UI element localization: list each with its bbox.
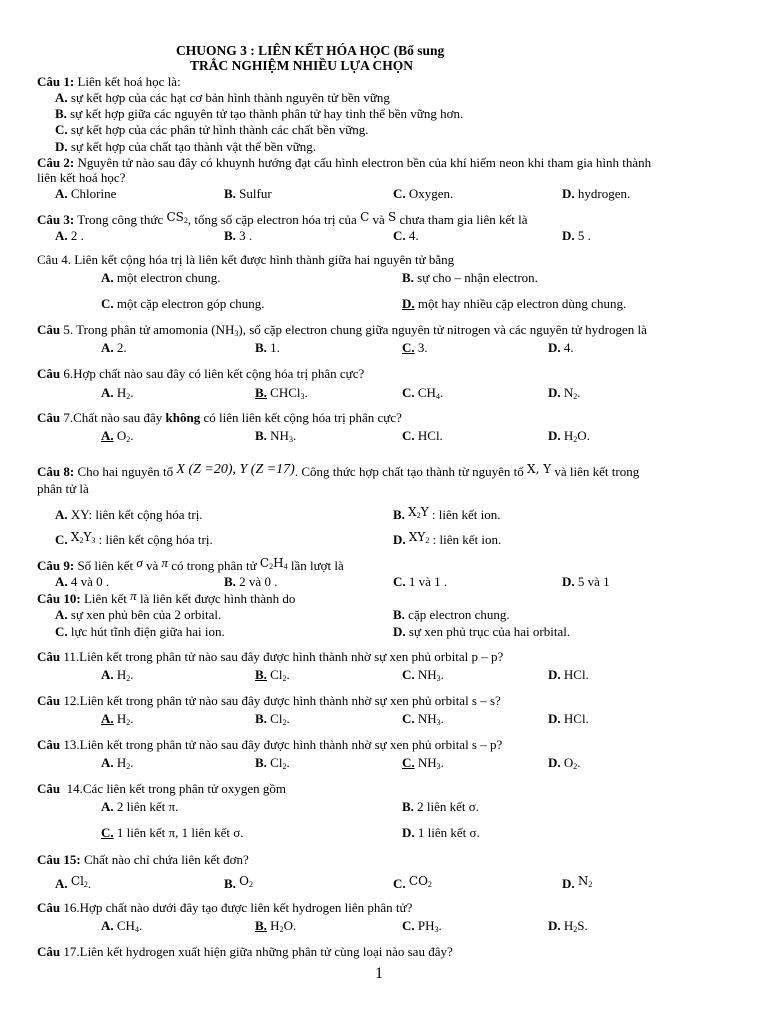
q14-option-d[interactable]: D. 1 liên kết σ. [402,825,480,840]
question-4: Câu 4. Liên kết cộng hóa trị là liên kết được hình thành giữa hai nguyên tử bằng [37,252,455,267]
q14-option-b[interactable]: B. 2 liên kết σ. [402,799,480,814]
q16-option-c[interactable]: C. $PH_3$. [402,918,442,934]
q7-option-b[interactable]: B. $NH_3$. [255,428,297,444]
q13-option-c[interactable]: C. $NH_3$. [402,755,444,771]
q8-option-a[interactable]: A. XY: liên kết cộng hóa trị. [55,507,203,522]
q11-option-b[interactable]: B. $Cl_2$. [255,667,290,683]
q7-option-a[interactable]: A. $O_2$. [101,428,134,444]
q5-option-a[interactable]: A. 2. [101,340,127,355]
q6-option-d[interactable]: D. $N_2$. [548,385,581,401]
q14-option-c[interactable]: C. 1 liên kết π, 1 liên kết σ. [101,825,244,840]
q12-option-c[interactable]: C. $NH_3$. [402,711,444,727]
q9-option-d[interactable]: D. 5 và 1 [562,574,610,589]
q9-option-b[interactable]: B. 2 và 0 . [224,574,278,589]
q11-option-a[interactable]: A. $H_2$. [101,667,134,683]
q13-option-b[interactable]: B. $Cl_2$. [255,755,290,771]
q11-option-c[interactable]: C. $NH_3$. [402,667,444,683]
q1-option-a[interactable]: A. sự kết hợp của các hạt cơ bản hình thành nguyên tử bền vững [55,90,390,105]
sigma-symbol: σ [136,555,143,570]
q15-option-a[interactable]: A. $Cl_2$. [55,874,92,891]
q5-option-d[interactable]: D. 4. [548,340,574,355]
q7-option-d[interactable]: D. $H_2O$. [548,428,590,444]
q11-option-d[interactable]: D. HCl. [548,667,589,682]
q13-option-d[interactable]: D. $O_2$. [548,755,581,771]
question-11: Câu 11.Liên kết trong phân tử nào sau đây được hình thành nhờ sự xen phủ orbital p – p? [37,649,504,664]
q2-option-d[interactable]: D. hydrogen. [562,186,631,201]
q16-option-a[interactable]: A. $CH_4$. [101,918,143,934]
q16-option-b[interactable]: B. $H_2O$. [255,918,297,934]
q5-option-c[interactable]: C. 3. [402,340,428,355]
q12-option-d[interactable]: D. HCl. [548,711,589,726]
question-8: Câu 8: Cho hai nguyên tố X (Z =20), Y (Z =17). Công thức hợp chất tạo thành từ nguyên tố X, Y và liên kết trong [37,462,640,479]
q3-option-b[interactable]: B. 3 . [224,228,253,243]
q12-option-a[interactable]: A. $H_2$. [101,711,134,727]
q8-option-b[interactable]: B. $X_2Y$ : liên kết ion. [393,505,501,522]
q9-option-c[interactable]: C. 1 và 1 . [393,574,448,589]
question-17: Câu 17.Liên kết hydrogen xuất hiện giữa những phân tử cùng loại nào sau đây? [37,944,453,959]
q10-option-a[interactable]: A. sự xen phủ bên của 2 orbital. [55,607,222,622]
pi-symbol: π [161,555,169,570]
q2-option-c[interactable]: C. Oxygen. [393,186,454,201]
q1-option-c[interactable]: C. sự kết hợp của các phân tử hình thành các chất bền vững. [55,122,369,137]
q4-option-d[interactable]: D. một hay nhiều cặp electron dùng chung. [402,296,627,311]
q1-option-b[interactable]: B. sự kết hợp giữa các nguyên tử tạo thành phân tử hay tinh thể bền vững hơn. [55,106,464,121]
q4-option-a[interactable]: A. một electron chung. [101,270,221,285]
question-1: Câu 1: Liên kết hoá học là: [37,74,181,89]
question-9: Câu 9: Số liên kết σ và π có trong phân tử $C_2H_4$ lần lượt là [37,555,344,573]
q2-option-b[interactable]: B. Sulfur [224,186,272,201]
question-12: Câu 12.Liên kết trong phân tử nào sau đây được hình thành nhờ sự xen phủ orbital s – s? [37,693,501,708]
q10-option-d[interactable]: D. sự xen phủ trục của hai orbital. [393,624,571,639]
q7-option-c[interactable]: C. HCl. [402,428,443,443]
question-10: Câu 10: Liên kết π là liên kết được hình thành do [37,588,296,606]
q14-option-a[interactable]: A. 2 liên kết π. [101,799,179,814]
q9-option-a[interactable]: A. 4 và 0 . [55,574,110,589]
q6-option-c[interactable]: C. $CH_4$. [402,385,444,401]
question-7: Câu 7.Chất nào sau đây không có liên liên kết cộng hóa trị phân cực? [37,410,402,425]
q16-option-d[interactable]: D. $H_2S$. [548,918,588,934]
question-16: Câu 16.Hợp chất nào dưới đây tạo được liên kết hydrogen liên phân tử? [37,900,413,915]
q6-option-b[interactable]: B. CHCl$_3$. [255,385,308,401]
page-title-line-1: CHUONG 3 : LIÊN KẾT HÓA HỌC (Bổ sung [176,43,445,58]
q15-option-c[interactable]: C. $CO_2$ [393,874,432,891]
question-5: Câu 5. Trong phân tử amomonia $(NH_3)$, số cặp electron chung giữa nguyên tử nitrogen và các nguyên tử hydrogen là [37,322,647,338]
q1-option-d[interactable]: D. sự kết hợp của chất tạo thành vật thể bền vững. [55,139,317,154]
q15-option-d[interactable]: D. $N_2$ [562,874,593,891]
q3-option-d[interactable]: D. 5 . [562,228,591,243]
question-2-cont: liên kết hoá học? [37,170,126,185]
q6-option-a[interactable]: A. $H_2$. [101,385,134,401]
question-3: Câu 3: Trong công thức $CS_2$, tổng số cặp electron hóa trị của C và S chưa tham gia liên kết là [37,210,528,227]
q3-option-a[interactable]: A. 2 . [55,228,84,243]
q8-option-c[interactable]: C. $X_2Y_3$ : liên kết cộng hóa trị. [55,530,213,547]
q4-option-b[interactable]: B. sự cho – nhận electron. [402,270,538,285]
q4-option-c[interactable]: C. một cặp electron góp chung. [101,296,265,311]
pi-symbol: π [130,588,137,603]
q5-option-b[interactable]: B. 1. [255,340,280,355]
q8-option-d[interactable]: D. $XY_2$ : liên kết ion. [393,530,502,547]
question-2: Câu 2: Nguyên tử nào sau đây có khuynh hướng đạt cấu hình electron bền của khí hiếm neon khi tham gia hình thành [37,155,652,170]
q10-option-b[interactable]: B. cặp electron chung. [393,607,510,622]
q2-option-a[interactable]: A. Chlorine [55,186,117,201]
q15-option-b[interactable]: B. $O_2$ [224,874,254,891]
question-6: Câu 6.Hợp chất nào sau đây có liên kết cộng hóa trị phân cực? [37,366,365,381]
q8-formula: X (Z =20), Y (Z =17) [176,462,295,477]
question-15: Câu 15: Chất nào chỉ chứa liên kết đơn? [37,852,249,867]
question-14: Câu 14.Các liên kết trong phân tử oxygen gồm [37,781,286,796]
q10-option-c[interactable]: C. lực hút tĩnh điện giữa hai ion. [55,624,225,639]
page-number: 1 [375,965,383,982]
question-13: Câu 13.Liên kết trong phân tử nào sau đây được hình thành nhờ sự xen phủ orbital s – p? [37,737,503,752]
page-title-line-2: TRẮC NGHIỆM NHIỀU LỰA CHỌN [190,58,414,73]
q13-option-a[interactable]: A. $H_2$. [101,755,134,771]
q12-option-b[interactable]: B. $Cl_2$. [255,711,290,727]
question-8-cont: phân tử là [37,481,89,496]
q3-option-c[interactable]: C. 4. [393,228,419,243]
